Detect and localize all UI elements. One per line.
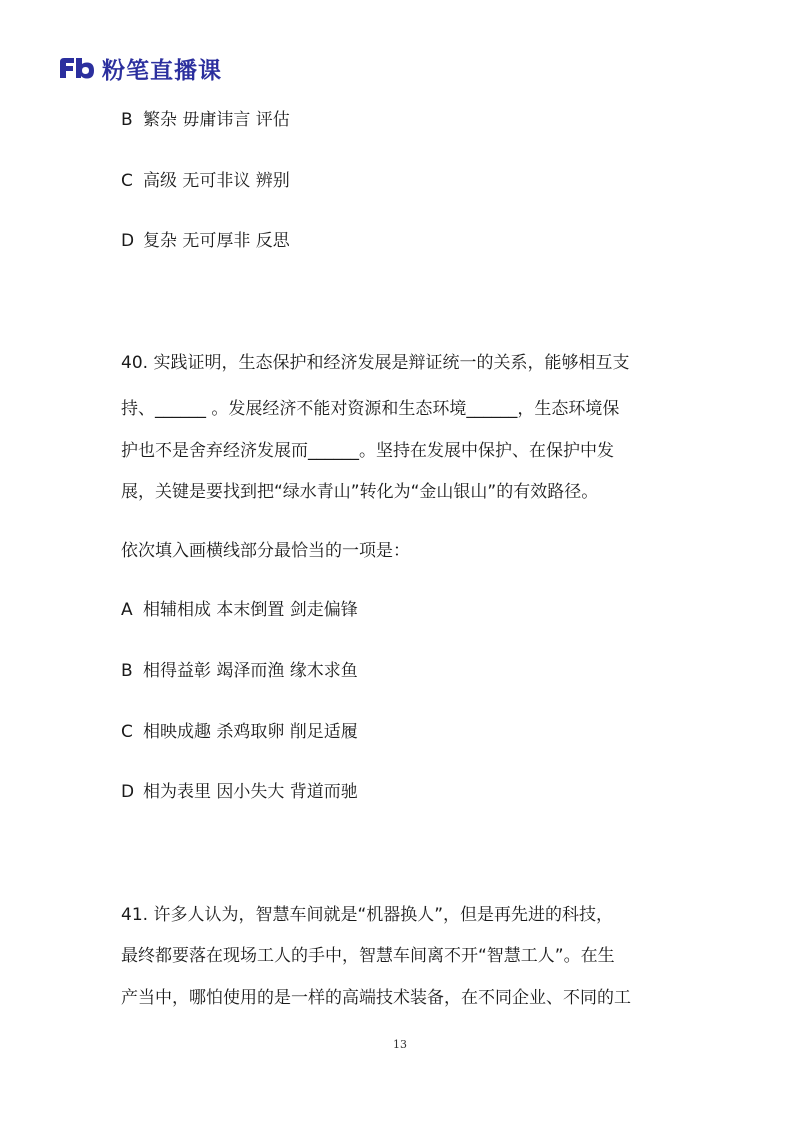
q39-option-b [121,108,290,132]
option-letter: B [121,661,133,681]
q40-option-b [121,659,358,683]
q40-stem-line: 展，关键是要找到把“绿水青山”转化为“金山银山”的有效路径。 [121,482,599,502]
option-letter: C [121,171,133,191]
option-letter: B [121,110,133,130]
option-text: 相辅相成 本末倒置 剑走偏锋 [143,600,358,620]
q40-option-c [121,720,358,744]
q40-option-a [121,598,358,622]
q40-prompt: 依次填入画横线部分最恰当的一项是： [121,541,410,561]
option-letter: D [121,231,135,251]
fb-logo-icon [58,56,96,80]
q40-stem-line: 40. 实践证明，生态保护和经济发展是辩证统一的关系，能够相互支 [121,353,630,373]
q41-stem-line: 产当中，哪怕使用的是一样的高端技术装备，在不同企业、不同的工 [121,988,631,1008]
option-text: 复杂 无可厚非 反思 [143,231,290,251]
brand-name: 粉笔直播课 [102,57,222,84]
q40-stem-line: 护也不是舍弃经济发展而______。坚持在发展中保护、在保护中发 [121,441,614,461]
option-text: 相为表里 因小失大 背道而驰 [143,782,358,802]
q39-option-d [121,229,290,253]
option-letter: D [121,782,135,802]
option-text: 相得益彰 竭泽而渔 缘木求鱼 [143,661,358,681]
option-text: 相映成趣 杀鸡取卵 削足适履 [143,722,358,742]
q40-stem-line: 持、______ 。发展经济不能对资源和生态环境______，生态环境保 [121,399,620,419]
option-letter: A [121,600,133,620]
option-text: 繁杂 毋庸讳言 评估 [143,110,290,130]
option-text: 高级 无可非议 辨别 [143,171,290,191]
q40-option-d [121,780,358,804]
q41-stem-line: 最终都要落在现场工人的手中，智慧车间离不开“智慧工人”。在生 [121,946,615,966]
q41-stem-line: 41. 许多人认为，智慧车间就是“机器换人”，但是再先进的科技， [121,905,614,925]
page-number: 13 [393,1038,407,1051]
option-letter: C [121,722,133,742]
brand-header [58,54,222,82]
q39-option-c [121,169,290,193]
